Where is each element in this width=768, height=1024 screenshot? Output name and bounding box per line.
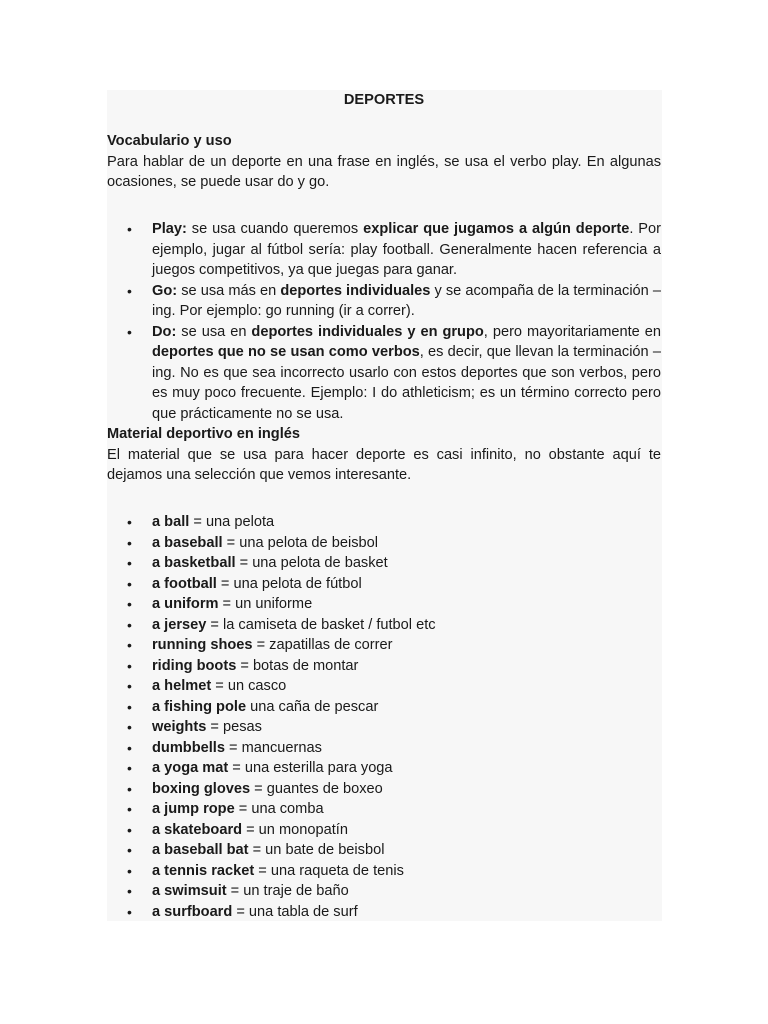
section-heading-vocabulary: Vocabulario y uso <box>107 133 232 149</box>
vocabulary-item <box>107 717 661 738</box>
usage-text: y se acompaña de la terminación –ing. Por ejemplo: go running (ir a correr). <box>152 282 661 319</box>
usage-emphasis: deportes individuales y en grupo <box>251 323 484 340</box>
vocabulary-item <box>107 533 661 554</box>
bullet: • <box>127 514 132 530</box>
usage-item-go <box>107 281 661 322</box>
bullet: • <box>127 637 132 653</box>
vocabulary-term: riding boots <box>152 657 237 674</box>
vocabulary-translation: = una comba <box>234 801 324 817</box>
document-content <box>107 90 661 922</box>
vocabulary-translation: = un traje de baño <box>226 883 349 899</box>
vocabulary-item <box>107 553 661 574</box>
vocabulary-term: a jump rope <box>152 801 235 817</box>
vocabulary-term: a tennis racket <box>152 862 255 879</box>
vocabulary-translation: = una tabla de surf <box>232 903 358 920</box>
vocabulary-item <box>107 512 661 533</box>
usage-text: se usa más en <box>177 282 281 299</box>
section-intro-vocabulary: Para hablar de un deporte en una frase en inglés, se usa el verbo play. En algunas ocasiones, se puede usar do y go. <box>107 153 661 190</box>
vocabulary-term: a football <box>152 575 217 592</box>
vocabulary-translation: = mancuernas <box>224 739 322 756</box>
usage-term: Go: <box>152 282 178 299</box>
bullet: • <box>127 596 132 612</box>
vocabulary-term: dumbbells <box>152 739 225 756</box>
bullet: • <box>127 221 132 237</box>
vocabulary-translation: = un uniforme <box>218 596 313 612</box>
vocabulary-item <box>107 656 661 677</box>
vocabulary-item <box>107 635 661 656</box>
bullet: • <box>127 842 132 858</box>
vocabulary-item <box>107 779 661 800</box>
section-heading-equipment: Material deportivo en inglés <box>107 426 301 442</box>
vocabulary-item <box>107 594 661 615</box>
vocabulary-item <box>107 902 661 923</box>
usage-emphasis: deportes que no se usan como verbos <box>152 344 420 360</box>
bullet: • <box>127 323 132 340</box>
vocabulary-translation: = un bate de beisbol <box>248 842 385 858</box>
vocabulary-translation: = botas de montar <box>236 657 359 674</box>
vocabulary-term: a uniform <box>152 596 219 612</box>
vocabulary-term: a skateboard <box>152 821 243 838</box>
usage-term: Play: <box>152 221 187 237</box>
vocabulary-term: weights <box>152 719 207 735</box>
usage-text: , pero mayoritariamente en <box>483 323 661 340</box>
vocabulary-term: a basketball <box>152 555 236 571</box>
usage-emphasis: explicar que jugamos a algún deporte <box>363 221 630 237</box>
bullet: • <box>127 616 132 633</box>
vocabulary-item <box>107 738 661 759</box>
vocabulary-translation: = zapatillas de correr <box>252 637 393 653</box>
vocabulary-item <box>107 615 661 636</box>
document-title: DEPORTES <box>343 92 425 108</box>
vocabulary-term: running shoes <box>152 637 253 653</box>
bullet: • <box>127 760 132 776</box>
bullet: • <box>127 698 132 715</box>
vocabulary-term: a helmet <box>152 678 212 694</box>
vocabulary-translation: = un casco <box>211 678 287 694</box>
vocabulary-term: boxing gloves <box>152 780 251 797</box>
usage-text: se usa cuando queremos <box>186 221 364 237</box>
usage-list <box>107 219 661 424</box>
usage-item-play <box>107 219 661 281</box>
bullet: • <box>127 575 132 592</box>
bullet: • <box>127 780 132 797</box>
vocabulary-item <box>107 574 661 595</box>
bullet: • <box>127 719 132 735</box>
vocabulary-translation: = una pelota de basket <box>235 555 388 571</box>
bullet: • <box>127 903 132 920</box>
vocabulary-term: a ball <box>152 514 190 530</box>
usage-text: , es decir, que llevan la terminación –ing. No es que sea incorrecto usarlo con estos deportes que son verbos, pero es muy poco frecuente. Ejemplo: I do athleticism; es un término correcto pero que prácticamente no se usa. <box>152 344 661 422</box>
vocabulary-translation: = la camiseta de basket / futbol etc <box>206 616 436 633</box>
bullet: • <box>127 739 132 756</box>
section-intro-equipment: El material que se usa para hacer deporte es casi infinito, no obstante aquí te dejamos una selección que vemos interesante. <box>107 446 661 483</box>
bullet: • <box>127 801 132 817</box>
usage-term: Do: <box>152 323 177 340</box>
vocabulary-item <box>107 840 661 861</box>
bullet: • <box>127 883 132 899</box>
bullet: • <box>127 534 132 551</box>
bullet: • <box>127 657 132 674</box>
vocabulary-term: a jersey <box>152 616 207 633</box>
vocabulary-list <box>107 512 661 922</box>
vocabulary-item <box>107 799 661 820</box>
usage-text: se usa en <box>176 323 252 340</box>
bullet: • <box>127 862 132 879</box>
bullet: • <box>127 821 132 838</box>
bullet: • <box>127 678 132 694</box>
vocabulary-item <box>107 820 661 841</box>
vocabulary-term: a yoga mat <box>152 760 229 776</box>
bullet: • <box>127 555 132 571</box>
vocabulary-translation: = una pelota de beisbol <box>222 534 378 551</box>
usage-emphasis: deportes individuales <box>280 282 431 299</box>
vocabulary-translation: = guantes de boxeo <box>250 780 383 797</box>
vocabulary-translation: = una pelota de fútbol <box>216 575 362 592</box>
vocabulary-translation: = una raqueta de tenis <box>254 862 404 879</box>
vocabulary-term: a swimsuit <box>152 883 227 899</box>
vocabulary-item <box>107 881 661 902</box>
vocabulary-translation: = una pelota <box>189 514 275 530</box>
vocabulary-translation: = un monopatín <box>242 821 348 838</box>
vocabulary-item <box>107 697 661 718</box>
vocabulary-translation: = pesas <box>206 719 262 735</box>
vocabulary-term: a surfboard <box>152 903 233 920</box>
vocabulary-item <box>107 861 661 882</box>
vocabulary-item <box>107 676 661 697</box>
vocabulary-term: a baseball bat <box>152 842 249 858</box>
usage-text: . Por ejemplo, jugar al fútbol sería: play football. Generalmente hacen referencia a juegos competitivos, ya que juegas para ganar. <box>152 221 661 278</box>
vocabulary-translation: una caña de pescar <box>246 698 379 715</box>
vocabulary-item <box>107 758 661 779</box>
vocabulary-term: a baseball <box>152 534 223 551</box>
usage-item-do <box>107 322 661 425</box>
bullet: • <box>127 282 132 299</box>
vocabulary-translation: = una esterilla para yoga <box>228 760 393 776</box>
vocabulary-term: a fishing pole <box>152 698 247 715</box>
